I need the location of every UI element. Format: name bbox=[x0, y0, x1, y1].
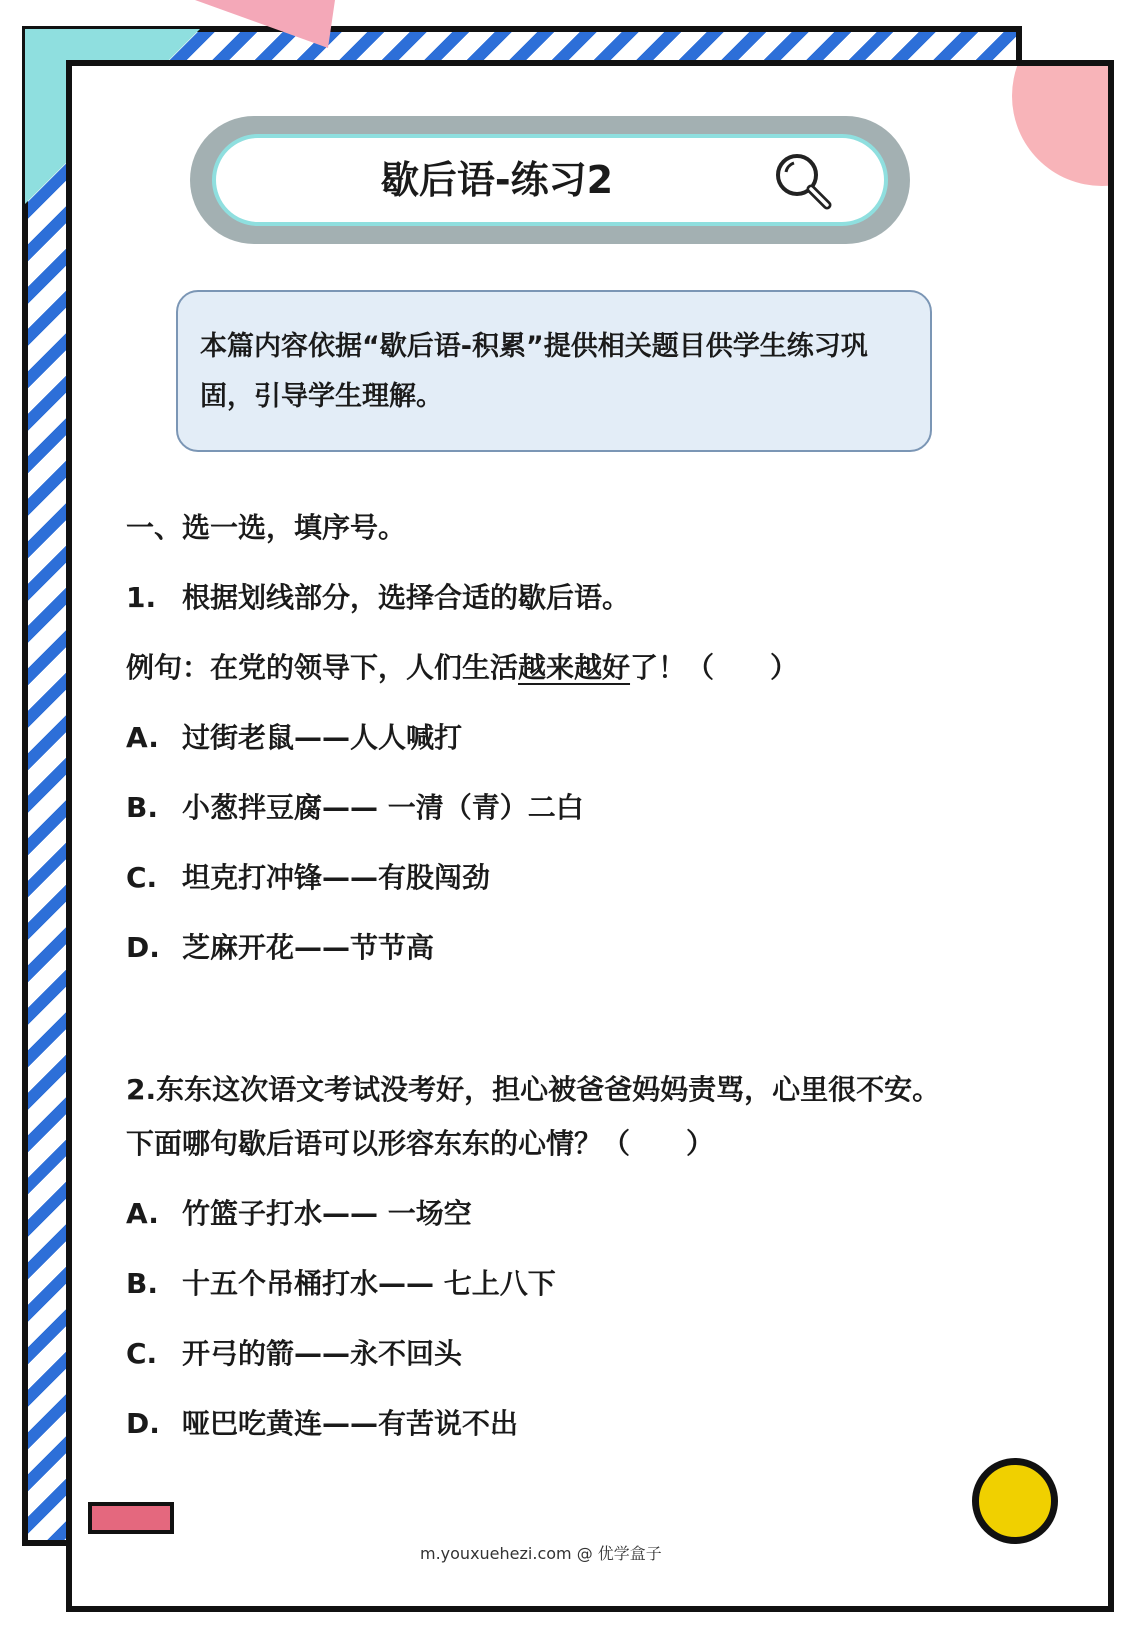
intro-text: 本篇内容依据“歇后语-积累”提供相关题目供学生练习巩固，引导学生理解。 bbox=[200, 331, 868, 412]
pink-circle-decoration bbox=[1012, 60, 1114, 186]
intro-box bbox=[176, 290, 932, 452]
q1-option-c bbox=[126, 856, 490, 896]
q2-line1: 2.东东这次语文考试没考好，担心被爸爸妈妈责骂，心里很不安。 bbox=[126, 1073, 941, 1106]
q1-prompt-text: 根据划线部分，选择合适的歇后语。 bbox=[182, 581, 631, 614]
example-suffix: 了！（ ） bbox=[630, 651, 799, 684]
option-marker: D. bbox=[126, 931, 160, 964]
option-marker: A. bbox=[126, 721, 159, 754]
option-marker: C. bbox=[126, 861, 158, 894]
option-marker: D. bbox=[126, 1407, 160, 1440]
option-marker: B. bbox=[126, 1267, 158, 1300]
q1-option-d bbox=[126, 926, 434, 966]
section-heading: 一、选一选，填序号。 bbox=[126, 511, 407, 544]
q2-option-b bbox=[126, 1262, 556, 1302]
example-prefix: 例句：在党的领导下，人们生活 bbox=[126, 651, 519, 684]
option-text: 小葱拌豆腐—— 一清（青）二白 bbox=[182, 791, 584, 824]
red-bar-decoration bbox=[88, 1502, 174, 1534]
option-text: 芝麻开花——节节高 bbox=[182, 931, 435, 964]
option-text: 过街老鼠——人人喊打 bbox=[182, 721, 463, 754]
q1-prompt bbox=[126, 576, 630, 616]
worksheet-page bbox=[66, 60, 1114, 1612]
yellow-dot-decoration bbox=[972, 1458, 1058, 1544]
footer-watermark: m.youxuehezi.com @ 优学盒子 bbox=[420, 1544, 662, 1563]
q1-option-a bbox=[126, 716, 462, 756]
option-text: 开弓的箭——永不回头 bbox=[182, 1337, 463, 1370]
q1-number: 1. bbox=[126, 581, 157, 614]
q1-example bbox=[126, 646, 798, 686]
q2-option-d bbox=[126, 1402, 518, 1442]
q2-option-c bbox=[126, 1332, 462, 1372]
option-text: 竹篮子打水—— 一场空 bbox=[182, 1197, 472, 1230]
option-text: 坦克打冲锋——有股闯劲 bbox=[182, 861, 491, 894]
option-marker: B. bbox=[126, 791, 158, 824]
option-text: 哑巴吃黄连——有苦说不出 bbox=[182, 1407, 519, 1440]
example-underlined: 越来越好 bbox=[518, 651, 631, 684]
option-text: 十五个吊桶打水—— 七上八下 bbox=[182, 1267, 556, 1300]
search-icon bbox=[772, 150, 834, 212]
q2-line2: 下面哪句歇后语可以形容东东的心情？（ ） bbox=[126, 1127, 715, 1160]
option-marker: C. bbox=[126, 1337, 158, 1370]
q2-option-a bbox=[126, 1192, 472, 1232]
option-marker: A. bbox=[126, 1197, 159, 1230]
page-title: 歇后语-练习2 bbox=[380, 158, 614, 202]
q1-option-b bbox=[126, 786, 584, 826]
